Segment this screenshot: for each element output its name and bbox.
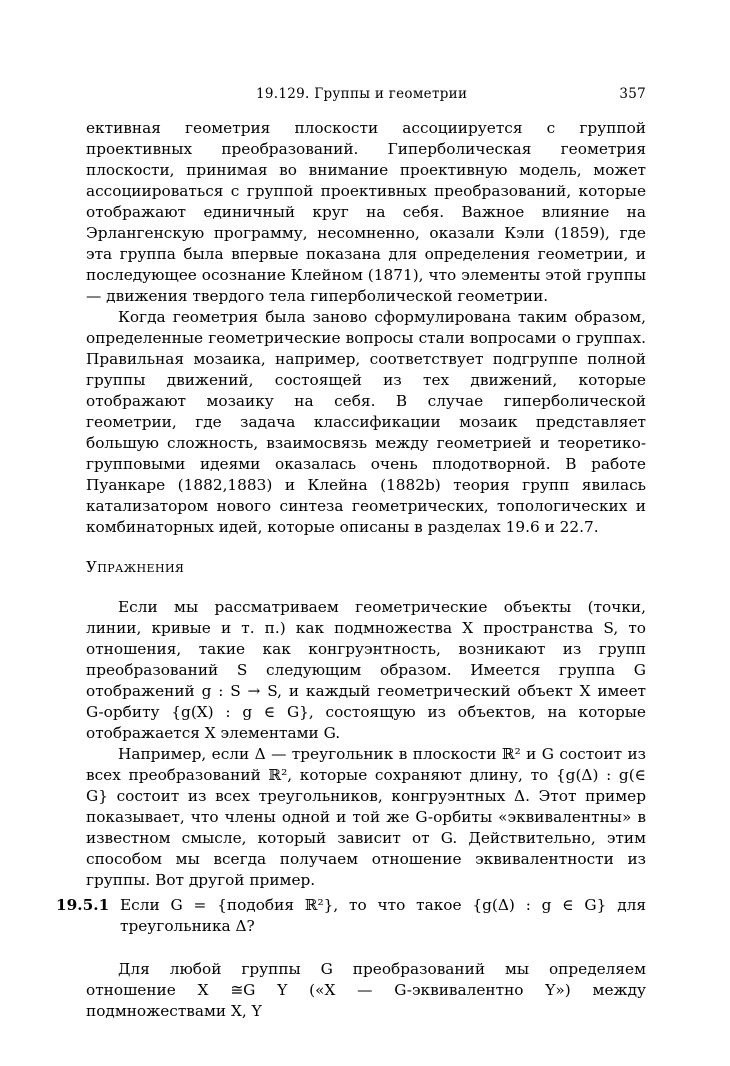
paragraph-4: Например, если Δ — треугольник в плоскости ℝ² и G состоит из всех преобразований ℝ², которые сохраняют длину, то {g(Δ) : g(∈ G} состоит из всех треугольников, конгруэнтных Δ. Этот пример показывает, что члены одной и той же G-орбиты «эквивалентны» в известном смысле, который зависит от G. Действительно, этим способом мы всегда получаем отношение эквивалентности из группы. Вот другой пример. — [86, 745, 646, 889]
paragraph-1: ективная геометрия плоскости ассоциируется с группой проективных преобразований. Гиперболическая геометрия плоскости, принимая во внимание проективную модель, может ассоциироваться с группой проективных преобразований, которые отображают единичный круг на себя. Важное влияние на Эрлангенскую программу, несомненно, оказали Кэли (1859), где эта группа была впервые показана для определения геометрии, и последующее осознание Клейном (1871), что элементы этой группы — движения твердого тела гиперболической геометрии. — [86, 119, 646, 305]
page-number: 357 — [619, 86, 646, 102]
page-body — [56, 118, 646, 1022]
exercise-19-5-1 — [56, 895, 646, 937]
section-title-exercises: Упражнения — [86, 558, 185, 576]
running-header — [86, 86, 646, 106]
running-title: 19.129. Группы и геометрии — [256, 86, 468, 102]
exercise-number: 19.5.1 — [56, 896, 110, 914]
exercise-text: Если G = {подобия ℝ²}, то что такое {g(Δ) : g ∈ G} для треугольника Δ? — [120, 896, 646, 935]
paragraph-2: Когда геометрия была заново сформулирована таким образом, определенные геометрические вопросы стали вопросами о группах. Правильная мозаика, например, соответствует подгруппе полной группы движений, состоящей из тех движений, которые отображают мозаику на себя. В случае гиперболической геометрии, где задача классификации мозаик представляет большую сложность, взаимосвязь между геометрией и теоретико-групповыми идеями оказалась очень плодотворной. В работе Пуанкаре (1882,1883) и Клейна (1882b) теория групп явилась катализатором нового синтеза геометрических, топологических и комбинаторных идей, которые описаны в разделах 19.6 и 22.7. — [86, 308, 646, 536]
paragraph-5: Для любой группы G преобразований мы определяем отношение X ≅G Y («X — G-эквивалентно Y») между подмножествами X, Y — [86, 960, 646, 1020]
paragraph-3: Если мы рассматриваем геометрические объекты (точки, линии, кривые и т. п.) как подмножества X пространства S, то отношения, такие как конгруэнтность, возникают из групп преобразований S следующим образом. Имеется группа G отображений g : S → S, и каждый геометрический объект X имеет G-орбиту {g(X) : g ∈ G}, состоящую из объектов, на которые отображается X элементами G. — [86, 598, 646, 742]
